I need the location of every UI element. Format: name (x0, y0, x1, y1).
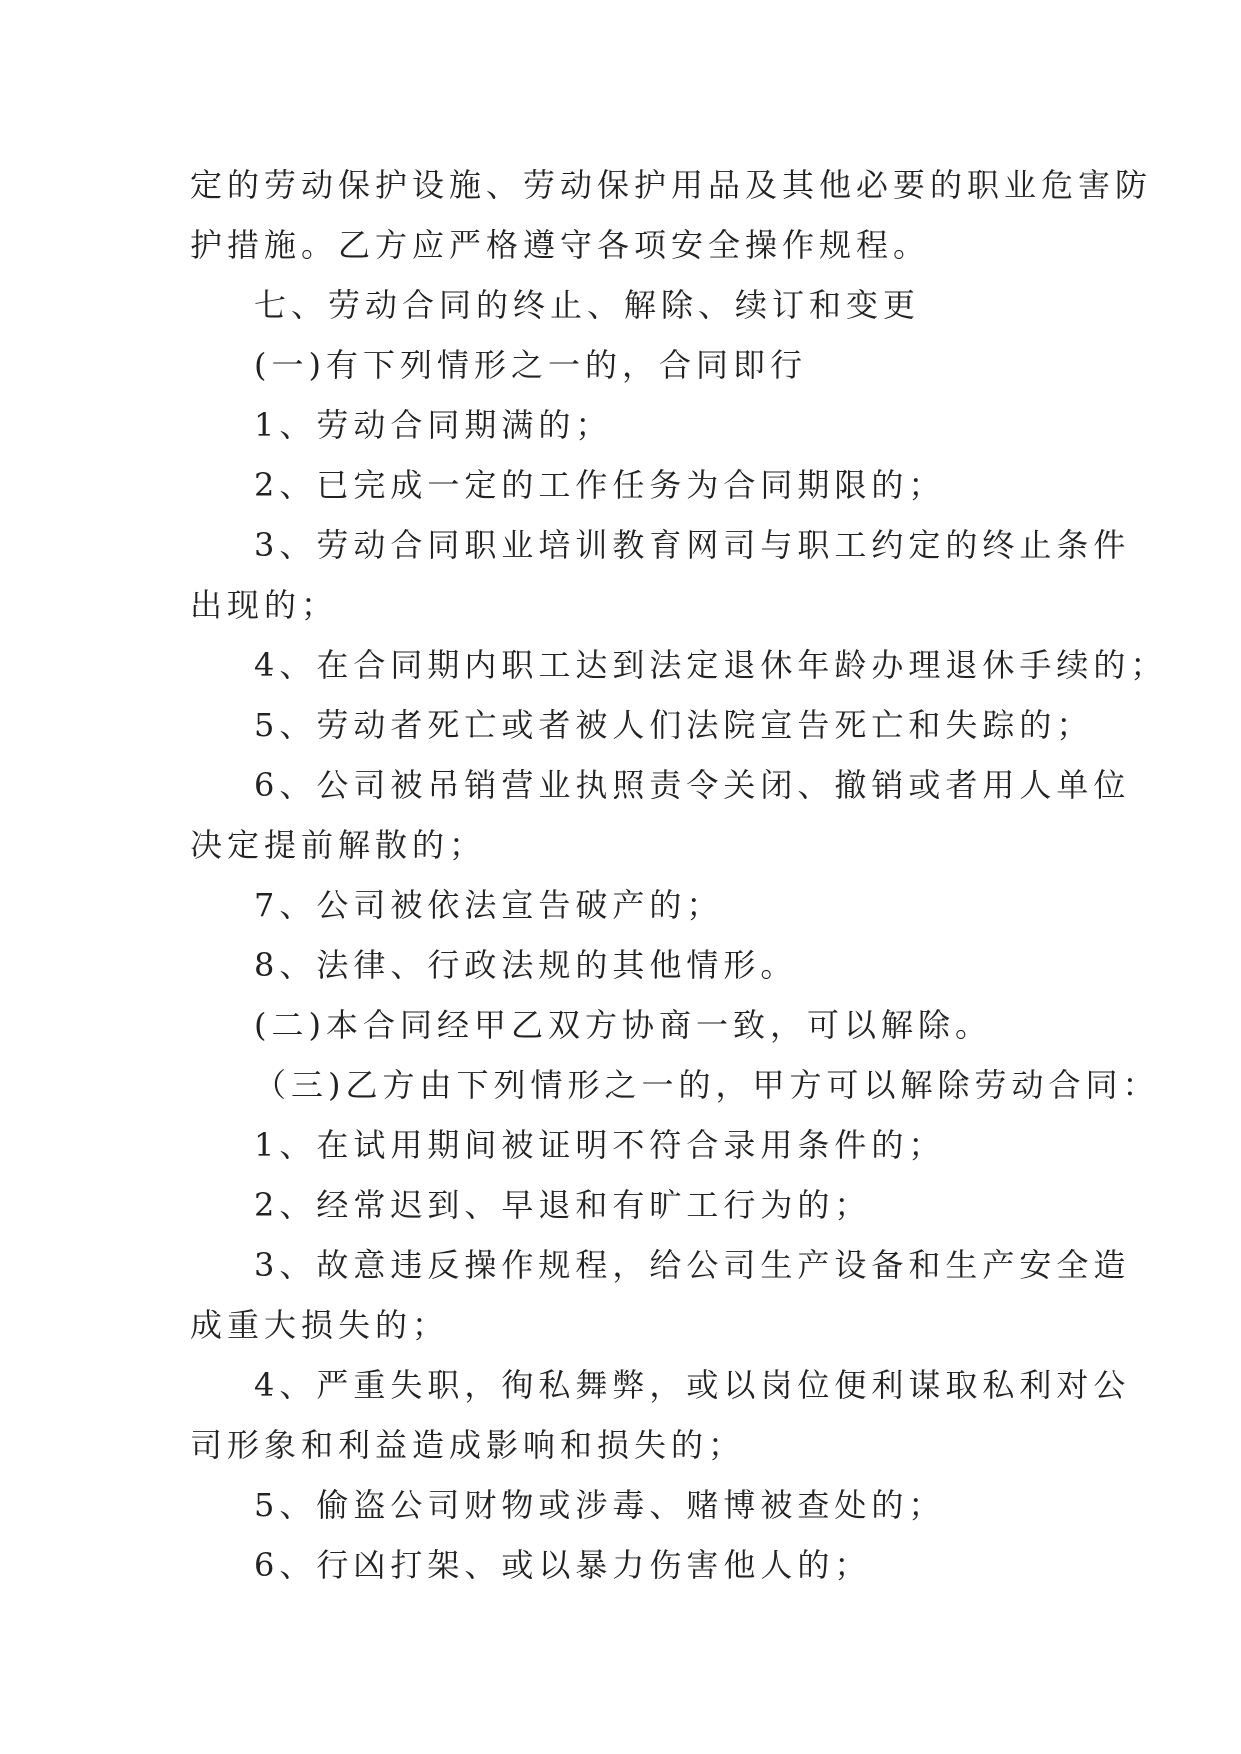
list-item: 2、经常迟到、早退和有旷工行为的； (254, 1186, 872, 1224)
list-item: 3、故意违反操作规程，给公司生产设备和生产安全造 (254, 1246, 1131, 1284)
subsection-heading: (二)本合同经甲乙双方协商一致，可以解除。 (254, 1006, 992, 1044)
list-item-continuation: 成重大损失的； (190, 1306, 450, 1344)
list-item: 6、行凶打架、或以暴力伤害他人的； (254, 1546, 872, 1584)
subsection-heading: (一)有下列情形之一的，合同即行 (254, 346, 807, 384)
list-item: 1、在试用期间被证明不符合录用条件的； (254, 1126, 946, 1164)
list-item-continuation: 出现的； (190, 586, 339, 624)
list-item-continuation: 司形象和利益造成影响和损失的； (190, 1426, 746, 1464)
document-body (190, 155, 1168, 1595)
subsection-heading: （三)乙方由下列情形之一的，甲方可以解除劳动合同： (254, 1066, 1160, 1104)
list-item: 1、劳动合同期满的； (254, 406, 613, 444)
list-item: 4、在合同期内职工达到法定退休年龄办理退休手续的； (254, 646, 1168, 684)
list-item: 3、劳动合同职业培训教育网司与职工约定的终止条件 (254, 526, 1131, 564)
list-item: 4、严重失职，徇私舞弊，或以岗位便利谋取私利对公 (254, 1366, 1131, 1404)
list-item: 7、公司被依法宣告破产的； (254, 886, 724, 924)
list-item: 5、偷盗公司财物或涉毒、赌博被查处的； (254, 1486, 946, 1524)
list-item: 6、公司被吊销营业执照责令关闭、撤销或者用人单位 (254, 766, 1131, 804)
text-line: 护措施。乙方应严格遵守各项安全操作规程。 (190, 226, 931, 264)
list-item: 2、已完成一定的工作任务为合同期限的； (254, 466, 946, 504)
section-heading: 七、劳动合同的终止、解除、续订和变更 (254, 286, 921, 324)
text-line: 定的劳动保护设施、劳动保护用品及其他必要的职业危害防 (190, 166, 1153, 204)
list-item-continuation: 决定提前解散的； (190, 826, 487, 864)
list-item: 5、劳动者死亡或者被人们法院宣告死亡和失踪的； (254, 706, 1094, 744)
list-item: 8、法律、行政法规的其他情形。 (254, 946, 798, 984)
